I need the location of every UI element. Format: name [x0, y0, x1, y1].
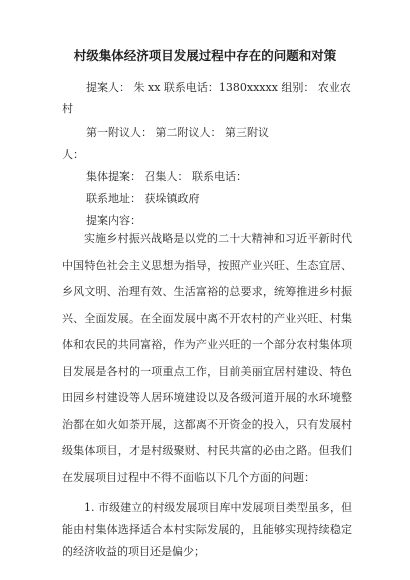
address-line: 联系地址： 获垛镇政府: [86, 192, 200, 205]
content-paragraph-1: 实施乡村振兴战略是以党的二十大精神和习近平新时代中国特色社会主义思想为指导，按照产业兴旺、生态宜居、乡风文明、治理有效、生活富裕的总要求，统筹推进乡村振兴、全面发展。在全面发展中离不开农村的产业兴旺、村集体和农民的共同富裕，作为产业兴旺的一个部分农村集体项目发展是各村的一项重点工作，目前美丽宜居村建设、特色田园乡村建设等人居环境建设以及各级河道开展的水环境整治都在如火如荼开展，这都离不开资金的投入，只有发展村级集体项目，才是村级聚财、村民共富的必由之路。但我们在发展项目过程中不得不面临以下几个方面的问题：: [62, 232, 352, 484]
document-title: 村级集体经济项目发展过程中存在的问题和对策: [73, 48, 337, 63]
content-paragraph-2: 1. 市级建立的村级发展项目库中发展项目类型虽多，但能由村集体选择适合本村实际发展的，且能够实现持续稳定的经济收益的项目还是偏少；: [62, 501, 352, 558]
cosigners-line: 第一附议人： 第二附议人： 第三附议: [86, 126, 269, 139]
content-label: 提案内容：: [86, 214, 141, 227]
proposer-line-continued: 村: [62, 102, 73, 115]
cosigners-line-continued: 人：: [62, 148, 84, 161]
proposer-line: 提案人： 朱 xx 联系电话：1380xxxxx 组别： 农业农: [86, 81, 351, 94]
collective-proposal-line: 集体提案： 召集人： 联系电话：: [86, 170, 247, 183]
